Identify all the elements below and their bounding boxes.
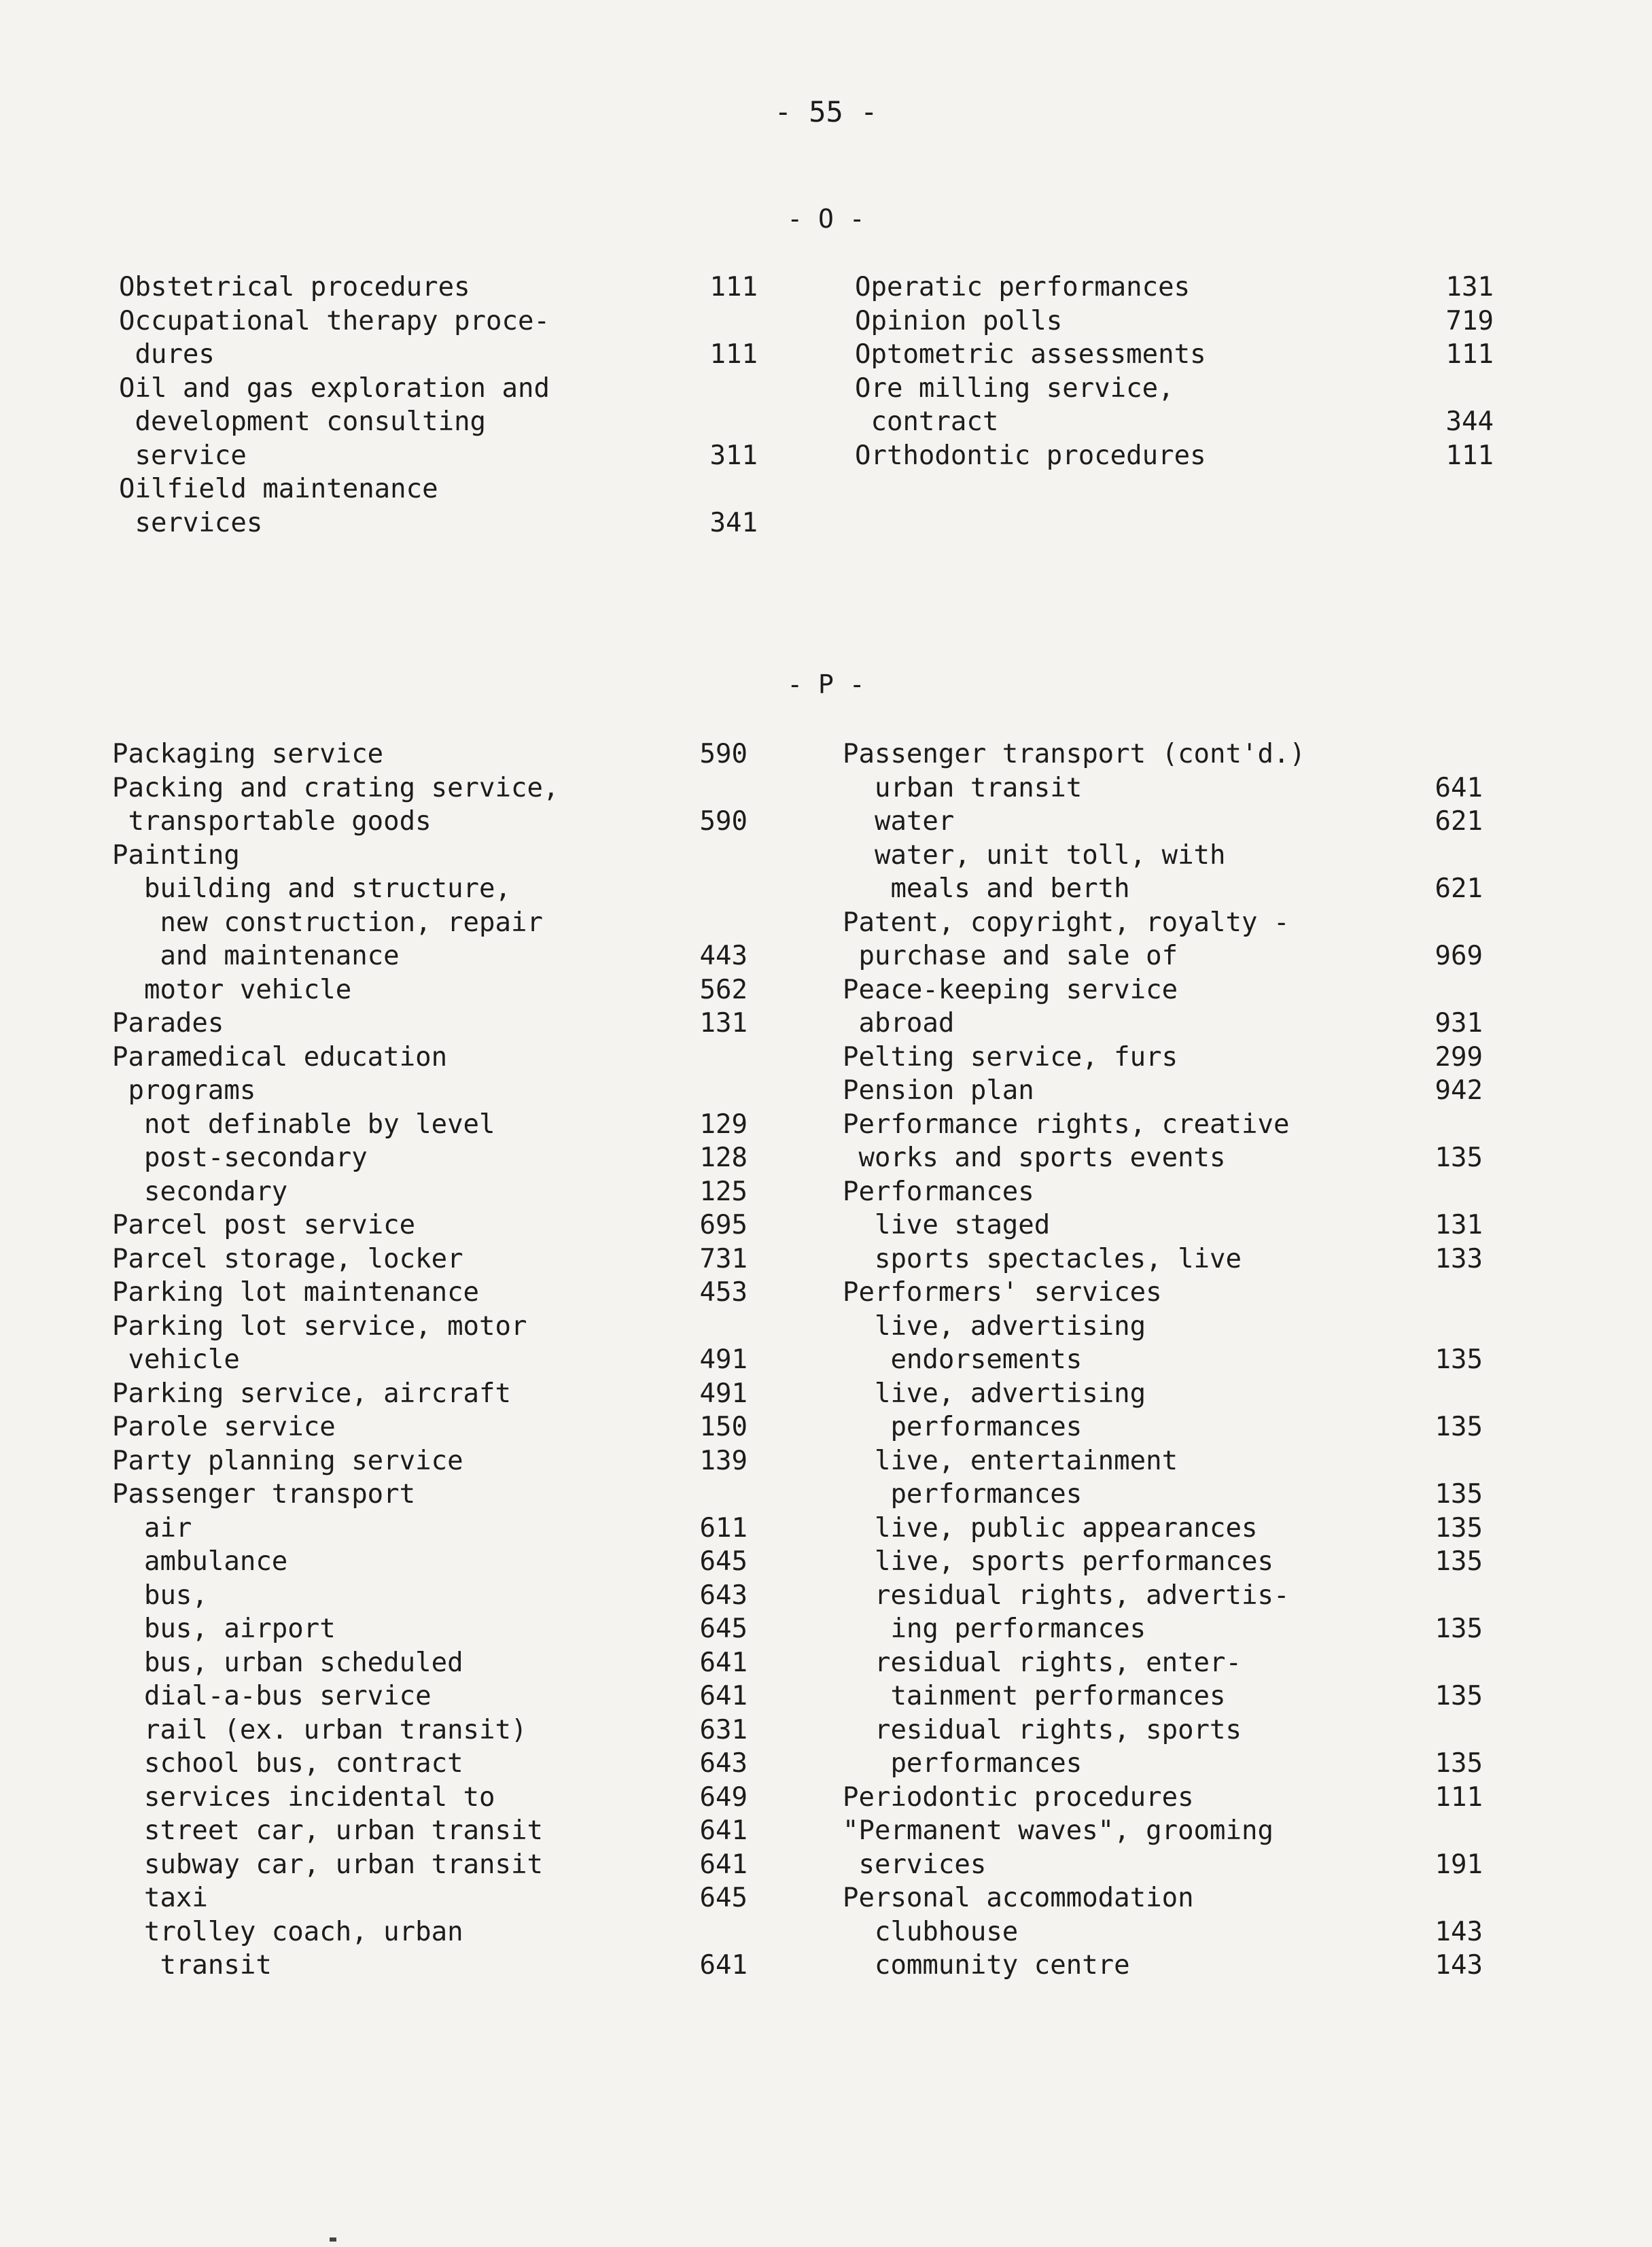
entry-term: ambulance: [112, 1546, 288, 1577]
index-entry: [843, 1781, 1483, 1815]
index-entry: [112, 1208, 748, 1242]
entry-term: Performers' services: [843, 1277, 1162, 1308]
entry-term: post-secondary: [112, 1143, 368, 1173]
entry-page-number: 135: [1435, 1681, 1483, 1711]
page-number: - 55 -: [774, 95, 878, 128]
index-entry: [855, 271, 1494, 304]
index-entry: [112, 973, 748, 1007]
entry-page-number: 645: [699, 1883, 748, 1913]
entry-page-number: 135: [1435, 1143, 1483, 1173]
section-letter-p: - P -: [787, 669, 865, 699]
entry-page-number: 150: [699, 1412, 748, 1442]
entry-term: Patent, copyright, royalty - purchase and sale of: [843, 907, 1290, 971]
index-entry: [855, 372, 1494, 439]
entry-page-number: 139: [699, 1445, 748, 1476]
index-entry: [112, 1679, 748, 1713]
index-entry: [112, 872, 748, 973]
entry-term: Parking service, aircraft: [112, 1378, 511, 1409]
index-entry: [112, 1310, 748, 1377]
index-entry: [843, 805, 1483, 839]
index-entry: [843, 737, 1483, 771]
index-entry: [843, 1646, 1483, 1713]
entry-page-number: 191: [1435, 1849, 1483, 1880]
index-entry: [112, 1848, 748, 1882]
entry-term: Party planning service: [112, 1445, 463, 1476]
entry-page-number: 133: [1435, 1243, 1483, 1274]
index-entry: [112, 1646, 748, 1680]
entry-term: bus, urban scheduled: [112, 1647, 463, 1678]
index-entry: [112, 1781, 748, 1815]
index-entry: [843, 1208, 1483, 1242]
entry-term: trolley coach, urban transit: [143, 1916, 463, 1981]
entry-page-number: 641: [699, 1681, 748, 1711]
entry-page-number: 641: [1435, 772, 1483, 803]
entry-page-number: 643: [699, 1748, 748, 1779]
entry-term: taxi: [112, 1883, 208, 1913]
entry-term: Pension plan: [843, 1075, 1034, 1106]
index-entry: [112, 1108, 748, 1142]
entry-page-number: 131: [1445, 272, 1494, 302]
entry-page-number: 611: [699, 1512, 748, 1544]
entry-page-number: 143: [1435, 1916, 1483, 1947]
index-column-p-right: [843, 737, 1483, 1983]
index-entry: [843, 771, 1483, 805]
entry-term: live staged: [843, 1210, 1051, 1240]
entry-page-number: 135: [1435, 1546, 1483, 1577]
index-entry: [112, 1747, 748, 1781]
entry-term: Packaging service: [112, 739, 384, 769]
index-entry: [855, 304, 1494, 338]
entry-term: Parole service: [112, 1412, 336, 1442]
entry-page-number: 641: [699, 1950, 748, 1981]
index-entry: [119, 271, 758, 304]
entry-page-number: 311: [709, 440, 758, 471]
entry-term: Pelting service, furs: [843, 1041, 1178, 1073]
entry-page-number: 111: [709, 339, 758, 370]
entry-page-number: 131: [1435, 1210, 1483, 1240]
entry-term: urban transit: [843, 772, 1083, 803]
entry-page-number: 111: [1435, 1781, 1483, 1813]
entry-page-number: 649: [699, 1781, 748, 1813]
entry-page-number: 621: [1435, 873, 1483, 904]
entry-term: water: [843, 806, 955, 837]
index-entry: [112, 771, 748, 839]
entry-page-number: 135: [1435, 1412, 1483, 1442]
index-entry: [112, 1579, 748, 1613]
entry-page-number: 641: [699, 1647, 748, 1678]
entry-term: Peace-keeping service abroad: [843, 974, 1178, 1039]
index-entry: [843, 1242, 1483, 1276]
entry-term: rail (ex. urban transit): [112, 1714, 527, 1745]
entry-page-number: 143: [1435, 1950, 1483, 1981]
entry-term: Packing and crating service, transportable goods: [112, 772, 559, 837]
entry-term: subway car, urban transit: [112, 1849, 543, 1880]
stray-mark: [330, 2237, 336, 2242]
entry-page-number: 969: [1435, 941, 1483, 971]
index-entry: [843, 1175, 1483, 1209]
entry-page-number: 129: [699, 1109, 748, 1140]
entry-term: services incidental to: [112, 1781, 495, 1813]
entry-term: Periodontic procedures: [843, 1781, 1194, 1813]
entry-page-number: 344: [1445, 406, 1494, 437]
entry-term: Parking lot maintenance: [112, 1277, 480, 1308]
entry-term: Optometric assessments: [855, 339, 1206, 370]
index-entry: [112, 1410, 748, 1444]
entry-term: residual rights, sports performances: [874, 1714, 1242, 1779]
entry-page-number: 135: [1435, 1344, 1483, 1375]
entry-term: Performances: [843, 1176, 1034, 1207]
index-column-o-right: [855, 271, 1494, 472]
entry-term: sports spectacles, live: [843, 1243, 1242, 1274]
index-entry: [112, 737, 748, 771]
entry-page-number: 491: [699, 1344, 748, 1375]
entry-term: residual rights, advertis- ing performances: [874, 1580, 1290, 1644]
entry-page-number: 641: [699, 1815, 748, 1846]
entry-page-number: 135: [1435, 1748, 1483, 1779]
entry-term: Parcel storage, locker: [112, 1243, 463, 1274]
entry-term: Oil and gas exploration and development consulting service: [119, 372, 550, 471]
entry-term: Passenger transport (cont'd.): [843, 739, 1305, 769]
entry-term: Occupational therapy proce- dures: [119, 305, 550, 370]
index-entry: [843, 1949, 1483, 1983]
entry-page-number: 590: [699, 806, 748, 837]
index-entry: [112, 1041, 748, 1108]
index-entry: [843, 906, 1483, 973]
entry-page-number: 135: [1435, 1512, 1483, 1544]
entry-term: Paramedical education programs: [112, 1041, 448, 1106]
entry-page-number: 443: [699, 941, 748, 971]
entry-term: bus,: [112, 1580, 208, 1611]
entry-term: street car, urban transit: [112, 1815, 543, 1846]
index-entry: [112, 1814, 748, 1848]
index-entry: [843, 1310, 1483, 1377]
index-entry: [843, 973, 1483, 1041]
index-entry: [112, 839, 748, 873]
index-entry: [843, 839, 1483, 906]
index-entry: [112, 1915, 748, 1983]
index-entry: [843, 1915, 1483, 1949]
entry-term: dial-a-bus service: [112, 1681, 432, 1711]
entry-term: live, advertising performances: [874, 1378, 1146, 1442]
section-letter-o: - O -: [787, 204, 865, 234]
entry-page-number: 491: [699, 1378, 748, 1409]
entry-term: clubhouse: [843, 1916, 1019, 1947]
entry-term: Passenger transport: [112, 1479, 416, 1510]
entry-page-number: 128: [699, 1143, 748, 1173]
index-entry: [843, 1444, 1483, 1512]
entry-page-number: 643: [699, 1580, 748, 1611]
index-entry: [843, 1041, 1483, 1075]
index-entry: [843, 1377, 1483, 1444]
entry-term: water, unit toll, with meals and berth: [874, 839, 1226, 904]
entry-page-number: 645: [699, 1614, 748, 1644]
index-entry: [112, 1276, 748, 1310]
entry-term: live, sports performances: [843, 1546, 1273, 1577]
index-column-o-left: [119, 271, 758, 540]
entry-page-number: 731: [699, 1243, 748, 1274]
entry-page-number: 111: [1445, 339, 1494, 370]
entry-page-number: 453: [699, 1277, 748, 1308]
index-entry: [112, 1612, 748, 1646]
entry-page-number: 719: [1445, 305, 1494, 336]
entry-page-number: 931: [1435, 1008, 1483, 1039]
index-entry: [855, 338, 1494, 372]
entry-term: Operatic performances: [855, 272, 1191, 302]
entry-term: Obstetrical procedures: [119, 272, 470, 302]
entry-term: Ore milling service, contract: [855, 372, 1174, 437]
index-entry: [112, 1242, 748, 1276]
entry-page-number: 645: [699, 1546, 748, 1577]
entry-term: live, public appearances: [843, 1512, 1258, 1544]
entry-page-number: 562: [699, 974, 748, 1005]
entry-term: not definable by level: [112, 1109, 495, 1140]
index-entry: [119, 472, 758, 540]
entry-term: "Permanent waves", grooming services: [843, 1815, 1273, 1880]
entry-page-number: 621: [1435, 806, 1483, 837]
index-entry: [855, 439, 1494, 473]
entry-page-number: 942: [1435, 1075, 1483, 1106]
index-entry: [843, 1512, 1483, 1546]
index-entry: [843, 1814, 1483, 1881]
entry-term: school bus, contract: [112, 1748, 463, 1779]
entry-term: building and structure, new construction, repair and maintenance: [143, 873, 543, 971]
entry-term: Orthodontic procedures: [855, 440, 1206, 471]
index-entry: [843, 1108, 1483, 1175]
index-entry: [112, 1545, 748, 1579]
entry-term: Parcel post service: [112, 1210, 416, 1240]
entry-term: Oilfield maintenance services: [119, 474, 438, 538]
index-entry: [843, 1713, 1483, 1781]
entry-page-number: 341: [709, 507, 758, 538]
index-entry: [843, 1276, 1483, 1310]
index-entry: [112, 1007, 748, 1041]
index-entry: [112, 1175, 748, 1209]
entry-term: Performance rights, creative works and sports events: [843, 1109, 1290, 1173]
entry-term: Painting: [112, 839, 240, 871]
entry-page-number: 111: [709, 272, 758, 302]
entry-page-number: 131: [699, 1008, 748, 1039]
entry-term: community centre: [843, 1950, 1130, 1981]
entry-term: bus, airport: [112, 1614, 336, 1644]
index-entry: [843, 1881, 1483, 1915]
entry-page-number: 641: [699, 1849, 748, 1880]
entry-term: Parking lot service, motor vehicle: [112, 1310, 527, 1375]
index-entry: [112, 1478, 748, 1512]
entry-page-number: 111: [1445, 440, 1494, 471]
entry-page-number: 135: [1435, 1614, 1483, 1644]
entry-page-number: 631: [699, 1714, 748, 1745]
index-entry: [112, 1713, 748, 1747]
index-entry: [843, 1074, 1483, 1108]
entry-page-number: 135: [1435, 1479, 1483, 1510]
entry-term: motor vehicle: [112, 974, 352, 1005]
index-entry: [119, 304, 758, 372]
index-entry: [843, 1545, 1483, 1579]
entry-term: Parades: [112, 1008, 224, 1039]
index-column-p-left: [112, 737, 748, 1983]
entry-term: live, entertainment performances: [874, 1445, 1178, 1510]
entry-term: residual rights, enter- tainment performances: [874, 1647, 1242, 1711]
index-entry: [119, 372, 758, 473]
index-entry: [112, 1444, 748, 1478]
entry-term: Personal accommodation: [843, 1883, 1194, 1913]
entry-page-number: 299: [1435, 1041, 1483, 1073]
index-entry: [112, 1512, 748, 1546]
entry-term: live, advertising endorsements: [874, 1310, 1146, 1375]
index-entry: [112, 1881, 748, 1915]
entry-page-number: 695: [699, 1210, 748, 1240]
index-entry: [112, 1377, 748, 1411]
entry-page-number: 590: [699, 739, 748, 769]
index-entry: [112, 1141, 748, 1175]
index-entry: [843, 1579, 1483, 1646]
entry-page-number: 125: [699, 1176, 748, 1207]
entry-term: air: [112, 1512, 192, 1544]
entry-term: Opinion polls: [855, 305, 1063, 336]
entry-term: secondary: [112, 1176, 288, 1207]
